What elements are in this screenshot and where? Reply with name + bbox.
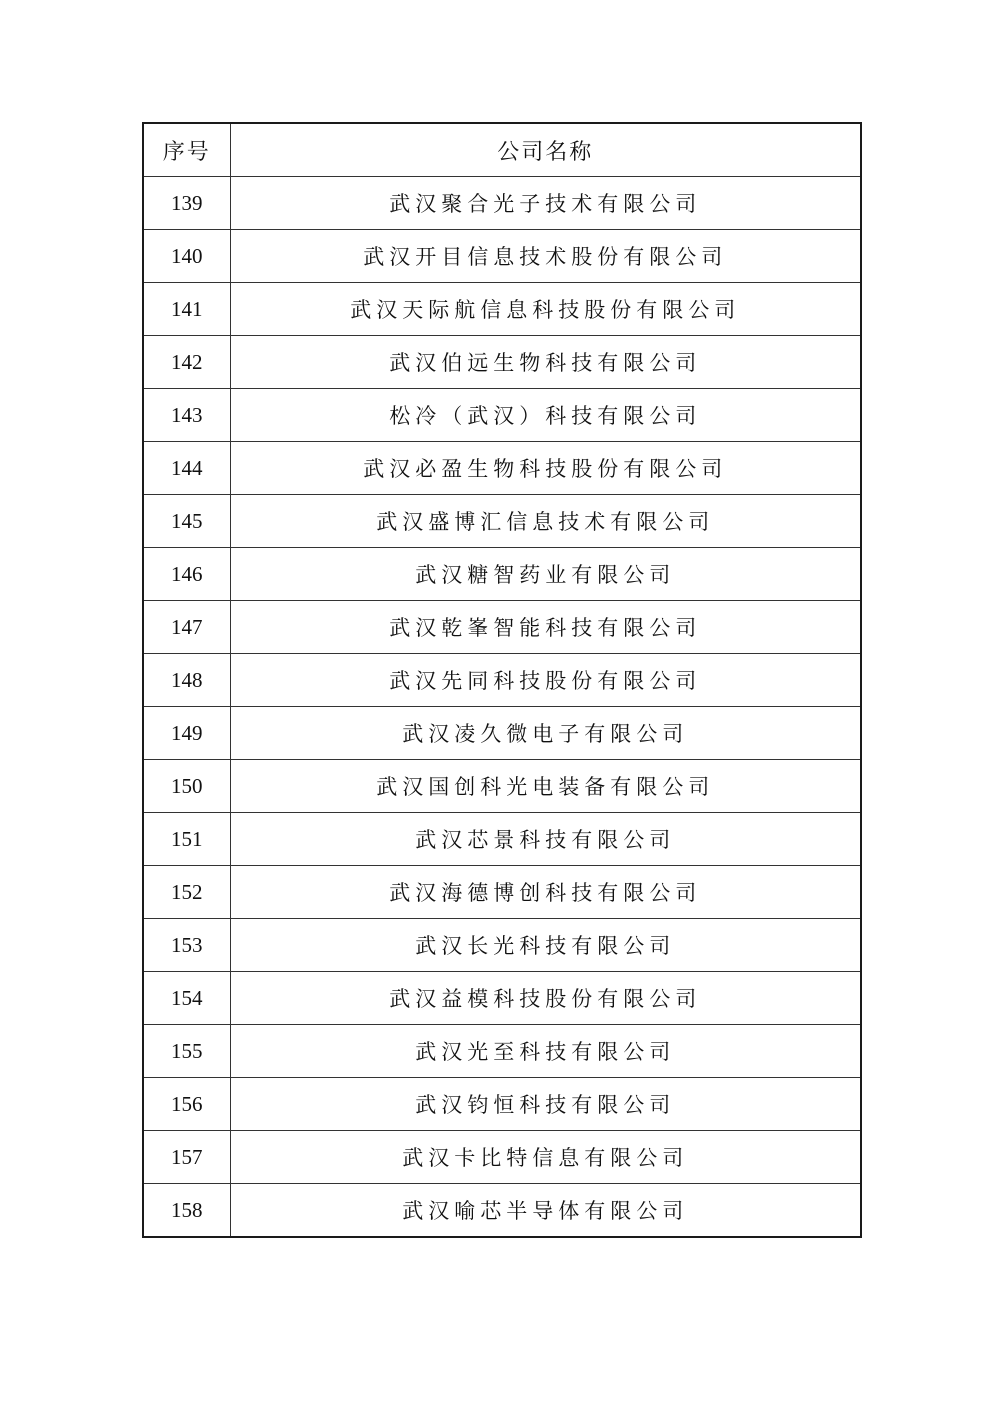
table-row (143, 813, 861, 866)
table-row (143, 654, 861, 707)
table-row (143, 548, 861, 601)
table-row (143, 707, 861, 760)
table-row (143, 919, 861, 972)
table-row (143, 177, 861, 230)
company-name-cell: 武汉卡比特信息有限公司 (230, 1131, 861, 1184)
table-row (143, 760, 861, 813)
serial-number-cell: 140 (143, 230, 230, 283)
table-row (143, 866, 861, 919)
serial-number-cell: 157 (143, 1131, 230, 1184)
company-name-cell: 武汉糖智药业有限公司 (230, 548, 861, 601)
header-serial-number: 序号 (143, 123, 230, 177)
header-company-name: 公司名称 (230, 123, 861, 177)
table-body (143, 177, 861, 1238)
serial-number-cell: 141 (143, 283, 230, 336)
serial-number-cell: 142 (143, 336, 230, 389)
serial-number-cell: 146 (143, 548, 230, 601)
company-name-cell: 武汉伯远生物科技有限公司 (230, 336, 861, 389)
company-name-cell: 武汉喻芯半导体有限公司 (230, 1184, 861, 1238)
company-name-cell: 武汉天际航信息科技股份有限公司 (230, 283, 861, 336)
table-row (143, 972, 861, 1025)
serial-number-cell: 139 (143, 177, 230, 230)
company-name-cell: 武汉长光科技有限公司 (230, 919, 861, 972)
company-name-cell: 武汉芯景科技有限公司 (230, 813, 861, 866)
serial-number-cell: 152 (143, 866, 230, 919)
company-name-cell: 武汉海德博创科技有限公司 (230, 866, 861, 919)
serial-number-cell: 150 (143, 760, 230, 813)
serial-number-cell: 155 (143, 1025, 230, 1078)
company-name-cell: 武汉聚合光子技术有限公司 (230, 177, 861, 230)
table-header (143, 123, 861, 177)
table-row (143, 1025, 861, 1078)
table-row (143, 1078, 861, 1131)
serial-number-cell: 154 (143, 972, 230, 1025)
serial-number-cell: 149 (143, 707, 230, 760)
table-row (143, 389, 861, 442)
serial-number-cell: 158 (143, 1184, 230, 1238)
serial-number-cell: 144 (143, 442, 230, 495)
company-name-cell: 武汉光至科技有限公司 (230, 1025, 861, 1078)
company-name-cell: 武汉国创科光电装备有限公司 (230, 760, 861, 813)
company-name-cell: 武汉必盈生物科技股份有限公司 (230, 442, 861, 495)
serial-number-cell: 151 (143, 813, 230, 866)
table-row (143, 601, 861, 654)
serial-number-cell: 148 (143, 654, 230, 707)
company-name-cell: 武汉盛博汇信息技术有限公司 (230, 495, 861, 548)
company-name-cell: 松冷（武汉）科技有限公司 (230, 389, 861, 442)
table-row (143, 442, 861, 495)
table-row (143, 495, 861, 548)
serial-number-cell: 143 (143, 389, 230, 442)
serial-number-cell: 156 (143, 1078, 230, 1131)
company-name-cell: 武汉先同科技股份有限公司 (230, 654, 861, 707)
table-row (143, 1184, 861, 1238)
table-row (143, 1131, 861, 1184)
table-row (143, 283, 861, 336)
header-row (143, 123, 861, 177)
company-name-cell: 武汉益模科技股份有限公司 (230, 972, 861, 1025)
company-name-cell: 武汉乾峯智能科技有限公司 (230, 601, 861, 654)
company-name-cell: 武汉开目信息技术股份有限公司 (230, 230, 861, 283)
table-row (143, 336, 861, 389)
serial-number-cell: 145 (143, 495, 230, 548)
company-name-cell: 武汉钧恒科技有限公司 (230, 1078, 861, 1131)
company-name-cell: 武汉凌久微电子有限公司 (230, 707, 861, 760)
serial-number-cell: 147 (143, 601, 230, 654)
company-table (142, 122, 862, 1238)
table-row (143, 230, 861, 283)
serial-number-cell: 153 (143, 919, 230, 972)
